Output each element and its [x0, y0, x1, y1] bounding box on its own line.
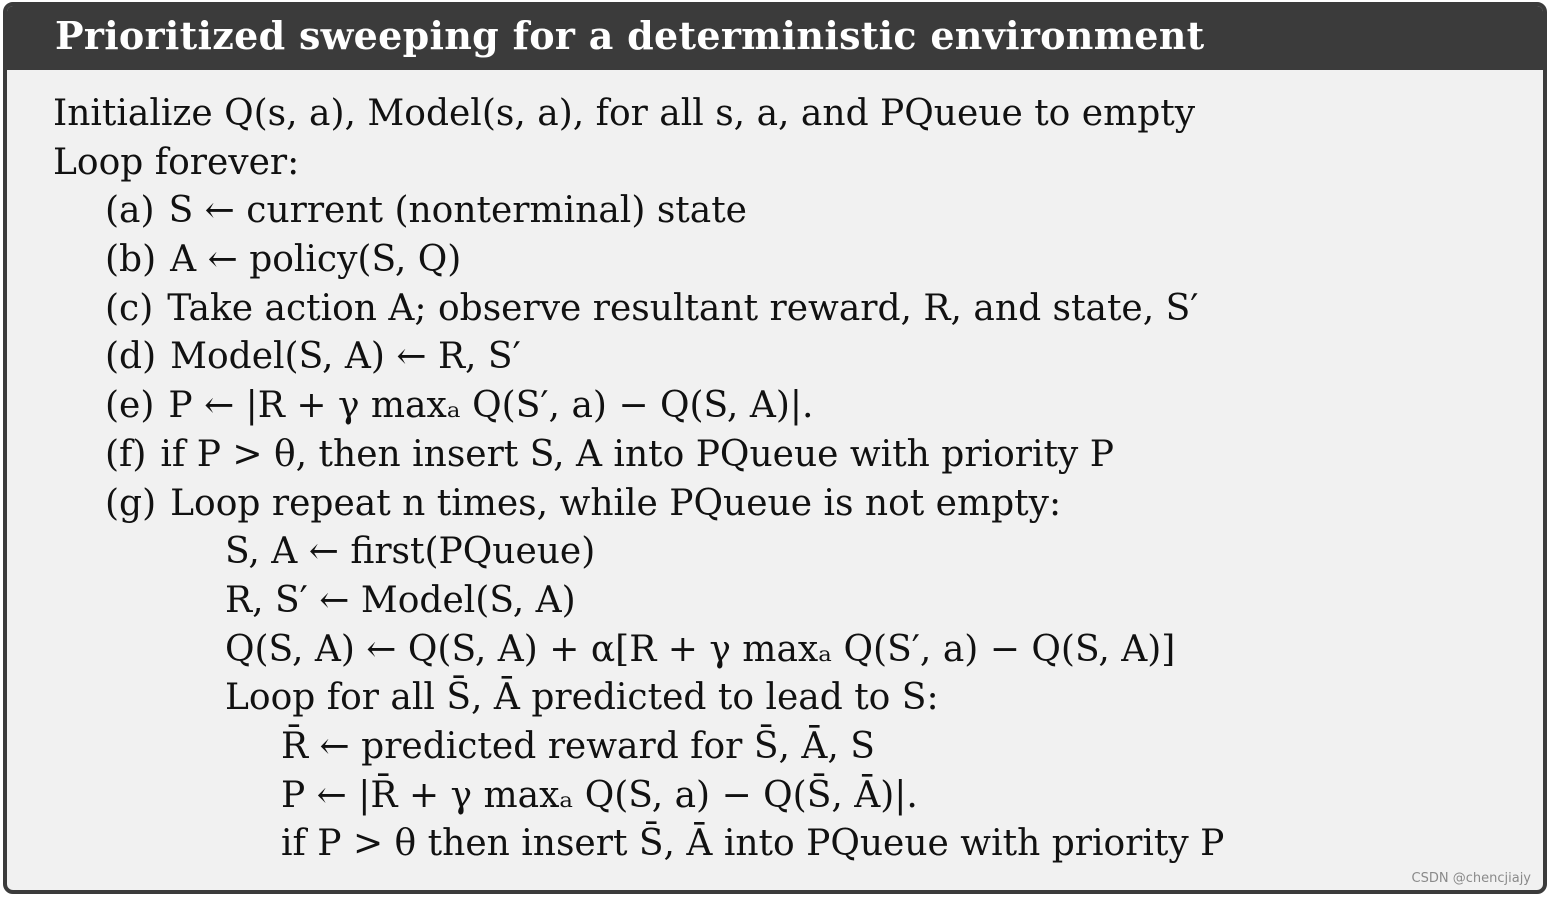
step-label: (g)	[105, 482, 157, 524]
algorithm-line	[53, 626, 1543, 675]
algorithm-line	[53, 90, 1543, 139]
step-label: (c)	[105, 287, 154, 329]
algorithm-line	[53, 480, 1543, 529]
algorithm-line	[53, 820, 1543, 869]
algorithm-line	[53, 285, 1543, 334]
step-text: Loop for all S̄, Ā predicted to lead to S:	[225, 677, 939, 719]
algorithm-line	[53, 382, 1543, 431]
algorithm-box	[3, 2, 1547, 894]
step-text: A ← policy(S, Q)	[170, 239, 462, 281]
algorithm-line	[53, 723, 1543, 772]
algorithm-line	[53, 772, 1543, 821]
algorithm-line	[53, 528, 1543, 577]
step-text: if P > θ, then insert S, A into PQueue with priority P	[160, 433, 1114, 475]
step-text: Take action A; observe resultant reward, R, and state, S′	[167, 287, 1199, 329]
step-text: R̄ ← predicted reward for S̄, Ā, S	[281, 725, 875, 767]
step-text: Loop forever:	[53, 141, 300, 183]
step-label: (e)	[105, 385, 155, 427]
step-text: if P > θ then insert S̄, Ā into PQueue with priority P	[281, 823, 1225, 865]
algorithm-line	[53, 333, 1543, 382]
step-text: S, A ← first(PQueue)	[225, 531, 596, 573]
step-label: (d)	[105, 336, 157, 378]
step-text: P ← |R̄ + γ maxₐ Q(S, a) − Q(S̄, Ā)|.	[281, 774, 918, 816]
step-text: P ← |R + γ maxₐ Q(S′, a) − Q(S, A)|.	[168, 385, 814, 427]
step-label: (a)	[105, 190, 155, 232]
step-text: Q(S, A) ← Q(S, A) + α[R + γ maxₐ Q(S′, a) − Q(S, A)]	[225, 628, 1176, 670]
algorithm-line	[53, 236, 1543, 285]
step-text: R, S′ ← Model(S, A)	[225, 579, 576, 621]
algorithm-body	[7, 70, 1543, 869]
step-label: (f)	[105, 433, 147, 475]
algorithm-line	[53, 187, 1543, 236]
algorithm-line	[53, 431, 1543, 480]
step-text: Initialize Q(s, a), Model(s, a), for all s, a, and PQueue to empty	[53, 93, 1196, 134]
algorithm-line	[53, 139, 1543, 188]
algorithm-title: Prioritized sweeping for a deterministic environment	[7, 6, 1543, 70]
algorithm-line	[53, 577, 1543, 626]
step-text: Model(S, A) ← R, S′	[170, 336, 521, 378]
watermark: CSDN @chencjiajy	[1411, 871, 1531, 886]
algorithm-line	[53, 674, 1543, 723]
step-text: S ← current (nonterminal) state	[168, 190, 747, 232]
step-label: (b)	[105, 239, 157, 281]
step-text: Loop repeat n times, while PQueue is not empty:	[170, 482, 1062, 524]
